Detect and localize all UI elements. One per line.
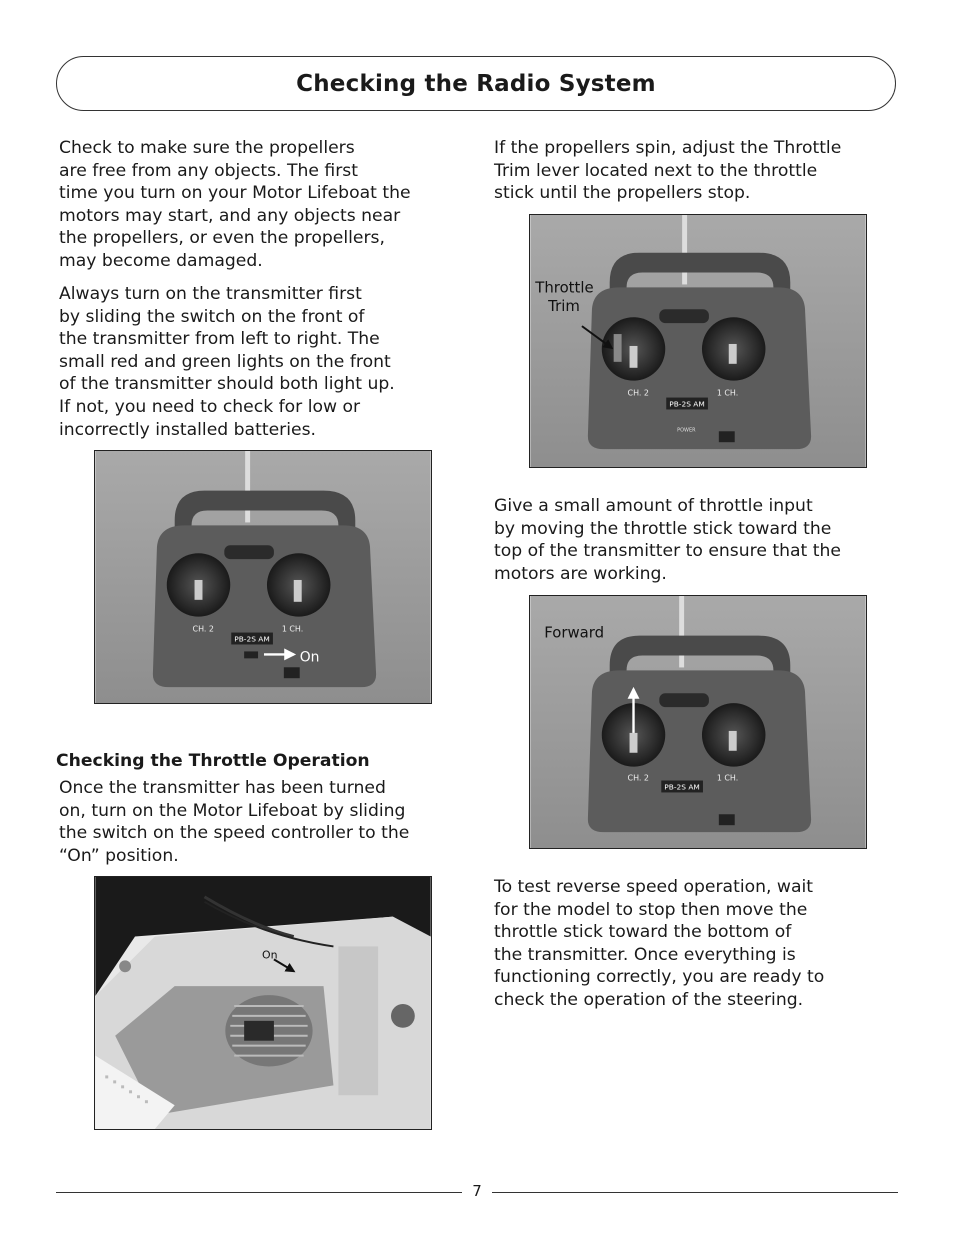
right-paragraph-2: Give a small amount of throttle input by moving the throttle stick toward the top of the transmitter to ensure that the motors are working. <box>494 496 841 584</box>
left-paragraph-3: Once the transmitter has been turned on, turn on the Motor Lifeboat by sliding the switch on the speed controller to the “On” position. <box>59 778 410 866</box>
left-paragraph-1: Check to make sure the propellers are free from any objects. The first time you turn on your Motor Lifeboat the motors may start, and any objects near the propellers, or even the propellers, may become damaged. <box>59 138 411 271</box>
right-paragraph-3: To test reverse speed operation, wait for the model to stop then move the throttle stick toward the bottom of the transmitter. Once everything is functioning correctly, you are ready to check the operation of the steering. <box>494 877 825 1010</box>
on-annotation-controller: On <box>262 948 278 962</box>
ch2-label: CH. 2 <box>192 624 214 634</box>
throttle-trim-annotation-line1: Throttle <box>535 278 594 297</box>
title-box <box>56 56 896 111</box>
forward-photo <box>529 595 867 849</box>
speed-controller-image <box>95 877 431 1129</box>
forward-annotation: Forward <box>544 623 605 642</box>
transmitter-on-image <box>95 451 431 703</box>
ch2-label-3: CH. 2 <box>627 773 649 783</box>
ch1-label-2: 1 CH. <box>716 388 739 398</box>
model-label: PB-2S AM <box>234 634 270 644</box>
right-paragraph-1: If the propellers spin, adjust the Throttle Trim lever located next to the throttle stick until the propellers stop. <box>494 138 842 204</box>
ch1-label: 1 CH. <box>281 624 304 634</box>
forward-image <box>530 596 866 848</box>
page-title: Checking the Radio System <box>296 70 656 97</box>
throttle-trim-image <box>530 215 866 467</box>
on-annotation: On <box>299 649 320 666</box>
footer-rule-right <box>492 1192 898 1193</box>
throttle-subheading: Checking the Throttle Operation <box>56 751 370 771</box>
footer-rule-left <box>56 1192 462 1193</box>
transmitter-on-photo <box>94 450 432 704</box>
power-label: POWER <box>677 427 696 434</box>
speed-controller-photo <box>94 876 432 1130</box>
ch1-label-3: 1 CH. <box>716 773 739 783</box>
page-number: 7 <box>472 1182 482 1200</box>
ch2-label-2: CH. 2 <box>627 388 649 398</box>
model-label-3: PB-2S AM <box>664 782 700 792</box>
model-label-2: PB-2S AM <box>669 399 705 409</box>
throttle-trim-annotation-line2: Trim <box>548 297 580 316</box>
left-paragraph-2: Always turn on the transmitter first by sliding the switch on the front of the transmitter from left to right. The small red and green lights on the front of the transmitter should both light up. If not, you need to check for low or incorrectly installed batteries. <box>59 284 395 440</box>
throttle-trim-photo <box>529 214 867 468</box>
